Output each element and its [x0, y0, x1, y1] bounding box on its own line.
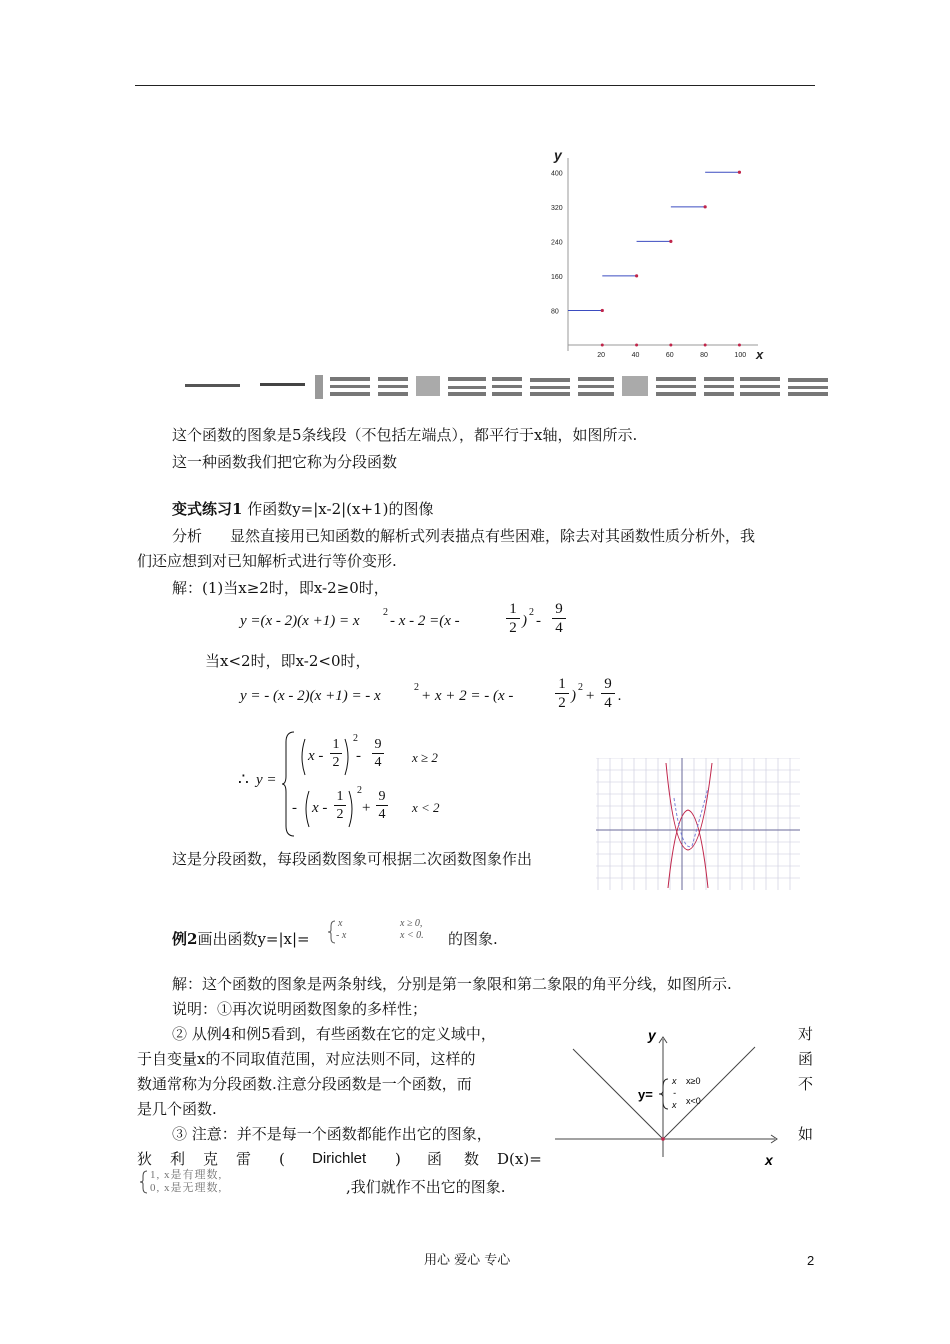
abs-cases: x x ≥ 0, - x x < 0. [328, 920, 448, 946]
brace [328, 920, 336, 944]
example-text: 画出函数y=|x|= [197, 930, 310, 948]
x-tick-label: 40 [631, 352, 640, 359]
header-rule [135, 85, 815, 86]
fraction: 9 4 [376, 788, 388, 823]
ray-right [663, 1047, 755, 1139]
segment-endpoint [635, 274, 638, 277]
fraction: 9 4 [601, 675, 615, 712]
note-line: ③ 注意：并不是每一个函数都能作出它的图象， [172, 1125, 492, 1143]
page-number: 2 [807, 1253, 815, 1268]
segment-endpoint [669, 240, 672, 243]
x-tick-label: 60 [665, 352, 674, 359]
note-line: 于自变量x的不同取值范围，对应法则不同，这样的 [137, 1050, 476, 1068]
fraction: 1 2 [555, 675, 569, 712]
analysis-text: 显然直接用已知函数的解析式列表描点有些困难，除去对其函数性质分析外，我 [230, 527, 756, 545]
paragraph: ,我们就作不出它的图象. [346, 1178, 506, 1196]
abs-eq-y: y= [638, 1087, 653, 1102]
analysis-label: 分析 [172, 527, 203, 545]
note-line: 说明：①再次说明函数图象的多样性； [172, 1000, 428, 1018]
note-line-right: 不 [798, 1075, 814, 1093]
exercise-label: 变式练习1 [172, 500, 243, 518]
note-line-right: 如 [798, 1125, 814, 1143]
x-tick-dot [738, 344, 741, 347]
fraction: 1 2 [330, 736, 342, 771]
x-axis-label: x [756, 347, 764, 362]
brace [282, 730, 296, 838]
y-tick-label: 160 [551, 273, 563, 281]
solution-line: 解：(1)当x≥2时，即x-2≥0时， [172, 579, 389, 597]
y-tick-label: 320 [551, 204, 563, 212]
x-tick-dot [635, 344, 638, 347]
exercise-text: 作函数y=|x-2|(x+1)的图像 [242, 500, 434, 518]
y-axis-label: y [554, 147, 562, 163]
solution-line: 当x<2时，即x-2<0时， [205, 652, 371, 670]
x-tick-dot [669, 344, 672, 347]
case-x: x [672, 1100, 677, 1110]
segment-endpoint [738, 171, 741, 174]
paragraph: 这一种函数我们把它称为分段函数 [172, 453, 398, 471]
x-tick-label: 80 [700, 352, 708, 359]
note-line-right: 函 [798, 1050, 814, 1068]
footer-text: 用心 爱心 专心 [424, 1253, 511, 1268]
y-tick-label: 400 [551, 170, 563, 178]
dirichlet-cases: 1, x是有理数, 0, x是无理数, [140, 1168, 350, 1196]
curve-upper [666, 763, 712, 850]
case-cond: x≥0 [686, 1076, 701, 1086]
step-function-chart [540, 140, 770, 370]
note-line: ② 从例4和例5看到，有些函数在它的定义域中， [172, 1025, 496, 1043]
abs-value-graph [555, 1025, 780, 1170]
brace [140, 1170, 148, 1194]
example-tail: 的图象. [448, 930, 498, 948]
fraction: 1 2 [506, 600, 520, 637]
note-line: 数通常称为分段函数.注意分段函数是一个函数，而 [137, 1075, 472, 1093]
x-label: x [765, 1152, 773, 1168]
piecewise-equation: ∴ y = x - 1 2 2 - 9 4 x ≥ 2 - x - 1 2 2 + 9 4 x < 2 [238, 730, 468, 840]
paragraph: 这个函数的图象是5条线段（不包括左端点），都平行于x轴，如图所示. [172, 426, 638, 444]
fraction: 9 4 [552, 600, 566, 637]
note-line-right: 对 [798, 1025, 814, 1043]
fraction: 1 2 [334, 788, 346, 823]
example-label: 例2 [172, 930, 198, 948]
y-tick-label: 240 [551, 239, 563, 247]
analysis-line [172, 525, 755, 547]
fraction: 9 4 [372, 736, 384, 771]
paren-right [348, 790, 356, 828]
case-x: x [672, 1076, 677, 1086]
x-tick-label: 100 [734, 352, 747, 359]
solution-line: 解：这个函数的图象是两条射线，分别是第一象限和第二象限的角平分线，如图所示. [172, 975, 732, 993]
paren-right [344, 738, 352, 776]
paragraph: 这是分段函数，每段函数图象可根据二次函数图象作出 [172, 850, 533, 868]
exercise-heading [172, 498, 433, 520]
case-cond: x<0 [686, 1096, 701, 1106]
x-tick-dot [704, 344, 707, 347]
origin-point [661, 1137, 665, 1141]
segment-endpoint [601, 309, 604, 312]
note-line: 是几个函数. [137, 1100, 217, 1118]
case-mid: - [673, 1088, 676, 1098]
y-label: y [648, 1027, 656, 1043]
x-tick-dot [601, 344, 604, 347]
y-tick-label: 80 [551, 308, 559, 316]
example-2-heading [172, 928, 310, 950]
segment-endpoint [704, 205, 707, 208]
paren-left [302, 790, 310, 828]
x-tick-label: 20 [597, 352, 606, 359]
piecewise-parabola-graph [596, 758, 800, 890]
paren-left [298, 738, 306, 776]
scan-artifact [180, 373, 840, 401]
paragraph: 们还应想到对已知解析式进行等价变形. [137, 552, 397, 570]
